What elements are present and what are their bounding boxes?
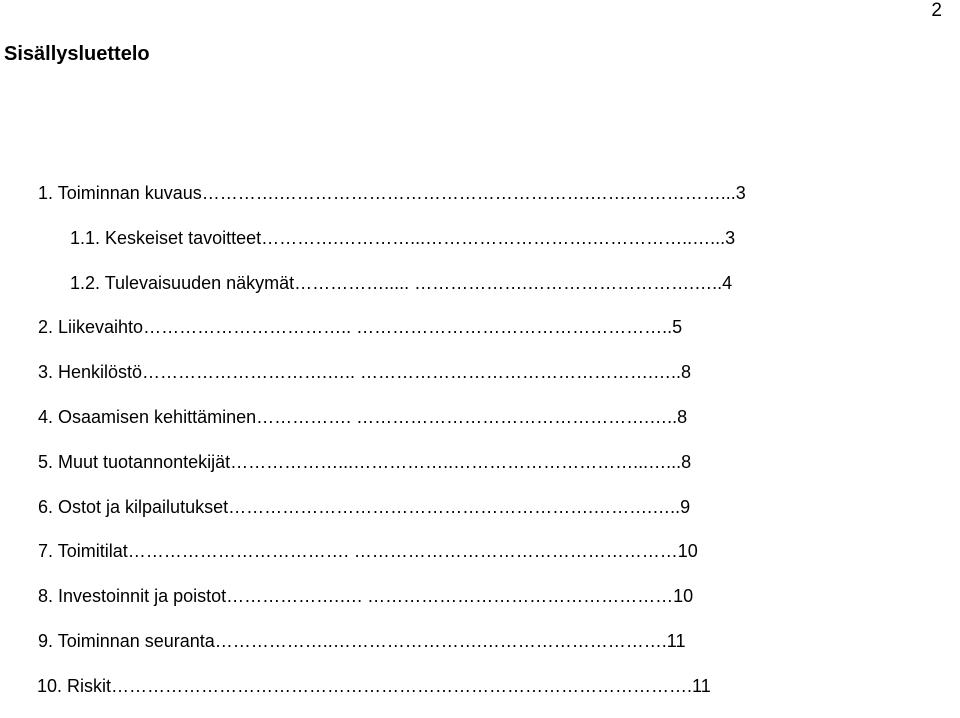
toc-title: Sisällysluettelo — [4, 43, 150, 65]
toc-entry[interactable] — [0, 180, 960, 225]
toc-entry-text: 9. Toiminnan seuranta………………..…………………….………………………….11 — [38, 630, 686, 651]
toc-entry[interactable] — [0, 583, 960, 628]
toc-entry-text: 7. Toimitilat………………………………. ………………………………………………10 — [38, 541, 698, 562]
toc-entry[interactable] — [0, 628, 960, 673]
toc-entry[interactable] — [0, 270, 960, 315]
toc-entry[interactable] — [0, 314, 960, 359]
toc-entry-text: 8. Investoinnit ja poistot……………….…. ……………………………………………10 — [38, 586, 694, 607]
toc-entry[interactable] — [0, 359, 960, 404]
page-number: 2 — [931, 0, 942, 21]
toc-entry[interactable] — [0, 538, 960, 583]
toc-entry[interactable] — [0, 494, 960, 539]
toc-entry-text: 1.1. Keskeiset tavoitteet………….…………...……………………….……………..…...3 — [70, 227, 736, 248]
toc-entry-text: 3. Henkilöstö………………………….….. ………………………………………….…..8 — [38, 362, 692, 383]
toc-entry[interactable] — [0, 449, 960, 494]
toc-entry-text: 2. Liikevaihto…………………………….. ……………………………………………..5 — [38, 317, 683, 338]
toc-entry[interactable] — [0, 225, 960, 270]
toc-entry-text: 1.2. Tulevaisuuden näkymät……………..... ……………….……………………….…..4 — [70, 272, 733, 293]
toc-entry[interactable] — [0, 404, 960, 449]
toc-entry-text: 5. Muut tuotannontekijät………………...……………..…………………………...…...8 — [38, 451, 692, 472]
table-of-contents — [0, 180, 960, 718]
toc-entry-text: 10. Riskit…………………………………………………………………………………….11 — [37, 675, 711, 696]
toc-entry-text: 6. Ostot ja kilpailutukset…………………………………………………….……….…..9 — [38, 496, 691, 517]
toc-entry-text: 1. Toiminnan kuvaus………….…………………………………………….…….……………...3 — [38, 183, 746, 203]
toc-entry-text: 4. Osaamisen kehittäminen……………. ………………………………………….…..8 — [38, 406, 688, 427]
toc-entry[interactable] — [0, 673, 960, 718]
